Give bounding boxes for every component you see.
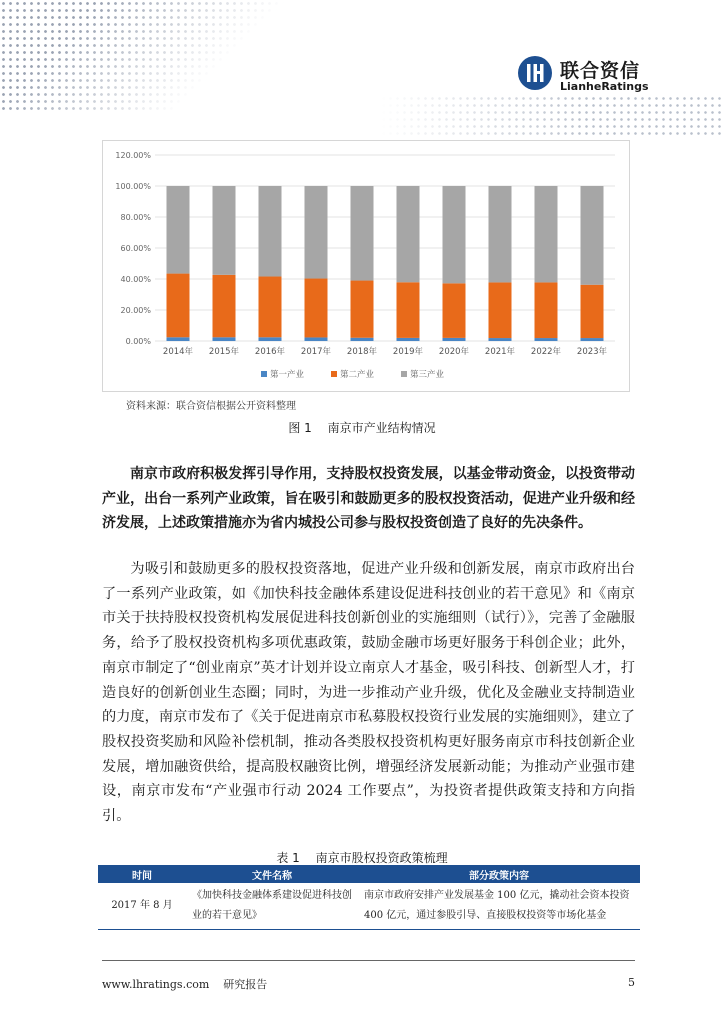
industry-structure-chart [102, 140, 630, 392]
footer-website-link[interactable]: www.lhratings.com [102, 978, 210, 991]
bar-segment [351, 338, 374, 341]
policy-table [98, 865, 640, 930]
x-tick-label: 2014年 [162, 347, 194, 357]
table-header-row [98, 865, 640, 883]
table-title: 南京市股权投资政策梳理 [315, 851, 448, 865]
bar-segment [581, 285, 604, 338]
decorative-dot-pattern-right [380, 95, 724, 135]
bar-segment [351, 281, 374, 338]
x-tick-label: 2015年 [208, 347, 240, 357]
x-tick-label: 2018年 [346, 347, 378, 357]
bar-segment [443, 283, 466, 338]
footer-report-type: 研究报告 [223, 978, 268, 991]
cell-content: 南京市政府安排产业发展基金 100 亿元，撬动社会资本投资 400 亿元，通过参股引导、直接股权投资等市场化基金 [358, 883, 640, 930]
logo-chinese-text: 联合资信 [560, 60, 641, 82]
bar-segment [167, 274, 190, 338]
bar-segment [167, 337, 190, 341]
header-time: 时间 [98, 865, 186, 883]
legend-label: 第二产业 [340, 370, 375, 380]
bar-segment [581, 338, 604, 341]
bar-segment [535, 282, 558, 338]
legend-label: 第一产业 [270, 370, 305, 380]
legend-label: 第三产业 [410, 370, 445, 380]
figure-caption [0, 419, 724, 436]
bar-segment [167, 186, 190, 274]
bar-segment [305, 186, 328, 279]
x-tick-label: 2020年 [438, 347, 470, 357]
x-tick-label: 2017年 [300, 347, 332, 357]
bar-segment [489, 282, 512, 338]
bar-segment [535, 338, 558, 341]
chart-source-note: 资料来源：联合资信根据公开资料整理 [126, 401, 296, 412]
figure-title: 南京市产业结构情况 [327, 421, 436, 435]
bar-segment [351, 186, 374, 281]
bar-segment [489, 338, 512, 341]
bar-segment [489, 186, 512, 282]
y-tick-label: 100.00% [115, 182, 151, 191]
x-tick-label: 2019年 [392, 347, 424, 357]
bar-segment [535, 186, 558, 282]
decorative-dot-pattern [0, 0, 300, 110]
y-tick-label: 80.00% [120, 213, 151, 222]
legend-swatch [401, 371, 407, 377]
page-number: 5 [628, 976, 635, 989]
company-logo [518, 56, 648, 96]
bar-segment [259, 186, 282, 277]
bold-summary-paragraph: 南京市政府积极发挥引导作用，支持股权投资发展，以基金带动资金，以投资带动产业，出台一系列产业政策，旨在吸引和鼓励更多的股权投资活动，促进产业升级和经济发展，上述政策措施亦为省内城投公司参与股权投资创造了良好的先决条件。 [102, 466, 635, 532]
bar-segment [397, 338, 420, 341]
header-policy-content: 部分政策内容 [358, 865, 640, 883]
bar-segment [305, 337, 328, 341]
legend-swatch [331, 371, 337, 377]
cell-time: 2017 年 8 月 [98, 883, 186, 930]
table-row [98, 883, 640, 930]
x-tick-label: 2021年 [484, 347, 516, 357]
x-tick-label: 2016年 [254, 347, 286, 357]
bar-segment [259, 277, 282, 338]
y-tick-label: 0.00% [125, 337, 151, 346]
bar-segment [213, 275, 236, 337]
figure-number: 图 1 [288, 421, 312, 435]
bar-segment [259, 337, 282, 341]
y-tick-label: 120.00% [115, 151, 151, 160]
bar-segment [213, 186, 236, 275]
bar-segment [305, 279, 328, 338]
logo-mark-icon [518, 56, 552, 90]
bar-segment [397, 282, 420, 338]
bar-segment [581, 186, 604, 285]
bar-segment [397, 186, 420, 282]
footer-divider [102, 960, 635, 961]
cell-document: 《加快科技金融体系建设促进科技创业的若干意见》 [186, 883, 358, 930]
table-number: 表 1 [276, 851, 300, 865]
bar-segment [443, 338, 466, 341]
logo-english-text: LianheRatings [560, 80, 649, 93]
bar-segment [213, 337, 236, 341]
footer-left [102, 976, 267, 992]
stacked-bar-chart-svg [103, 141, 629, 391]
y-tick-label: 20.00% [120, 306, 151, 315]
bar-segment [443, 186, 466, 283]
table-caption [0, 849, 724, 866]
legend-swatch [261, 371, 267, 377]
x-tick-label: 2023年 [576, 347, 608, 357]
x-tick-label: 2022年 [530, 347, 562, 357]
y-tick-label: 40.00% [120, 275, 151, 284]
header-document: 文件名称 [186, 865, 358, 883]
y-tick-label: 60.00% [120, 244, 151, 253]
body-paragraph: 为吸引和鼓励更多的股权投资落地，促进产业升级和创新发展，南京市政府出台了一系列产业政策，如《加快科技金融体系建设促进科技创业的若干意见》和《南京市关于扶持股权投资机构发展促进科技创新创业的实施细则（试行）》，完善了金融服务，给予了股权投资机构多项优惠政策，鼓励金融市场更好服务于科创企业；此外，南京市制定了“创业南京”英才计划并设立南京人才基金，吸引科技、创新型人才，打造良好的创新创业生态圈；同时，为进一步推动产业升级，优化及金融业支持制造业的力度，南京市发布了《关于促进南京市私募股权投资行业发展的实施细则》，建立了股权投资奖励和风险补偿机制，推动各类股权投资机构更好服务南京市科技创新企业发展，增加融资供给，提高股权融资比例，增强经济发展新动能；为推动产业强市建设，南京市发布“产业强市行动 2024 工作要点”，为投资者提供政策支持和方向指引。 [102, 561, 635, 825]
